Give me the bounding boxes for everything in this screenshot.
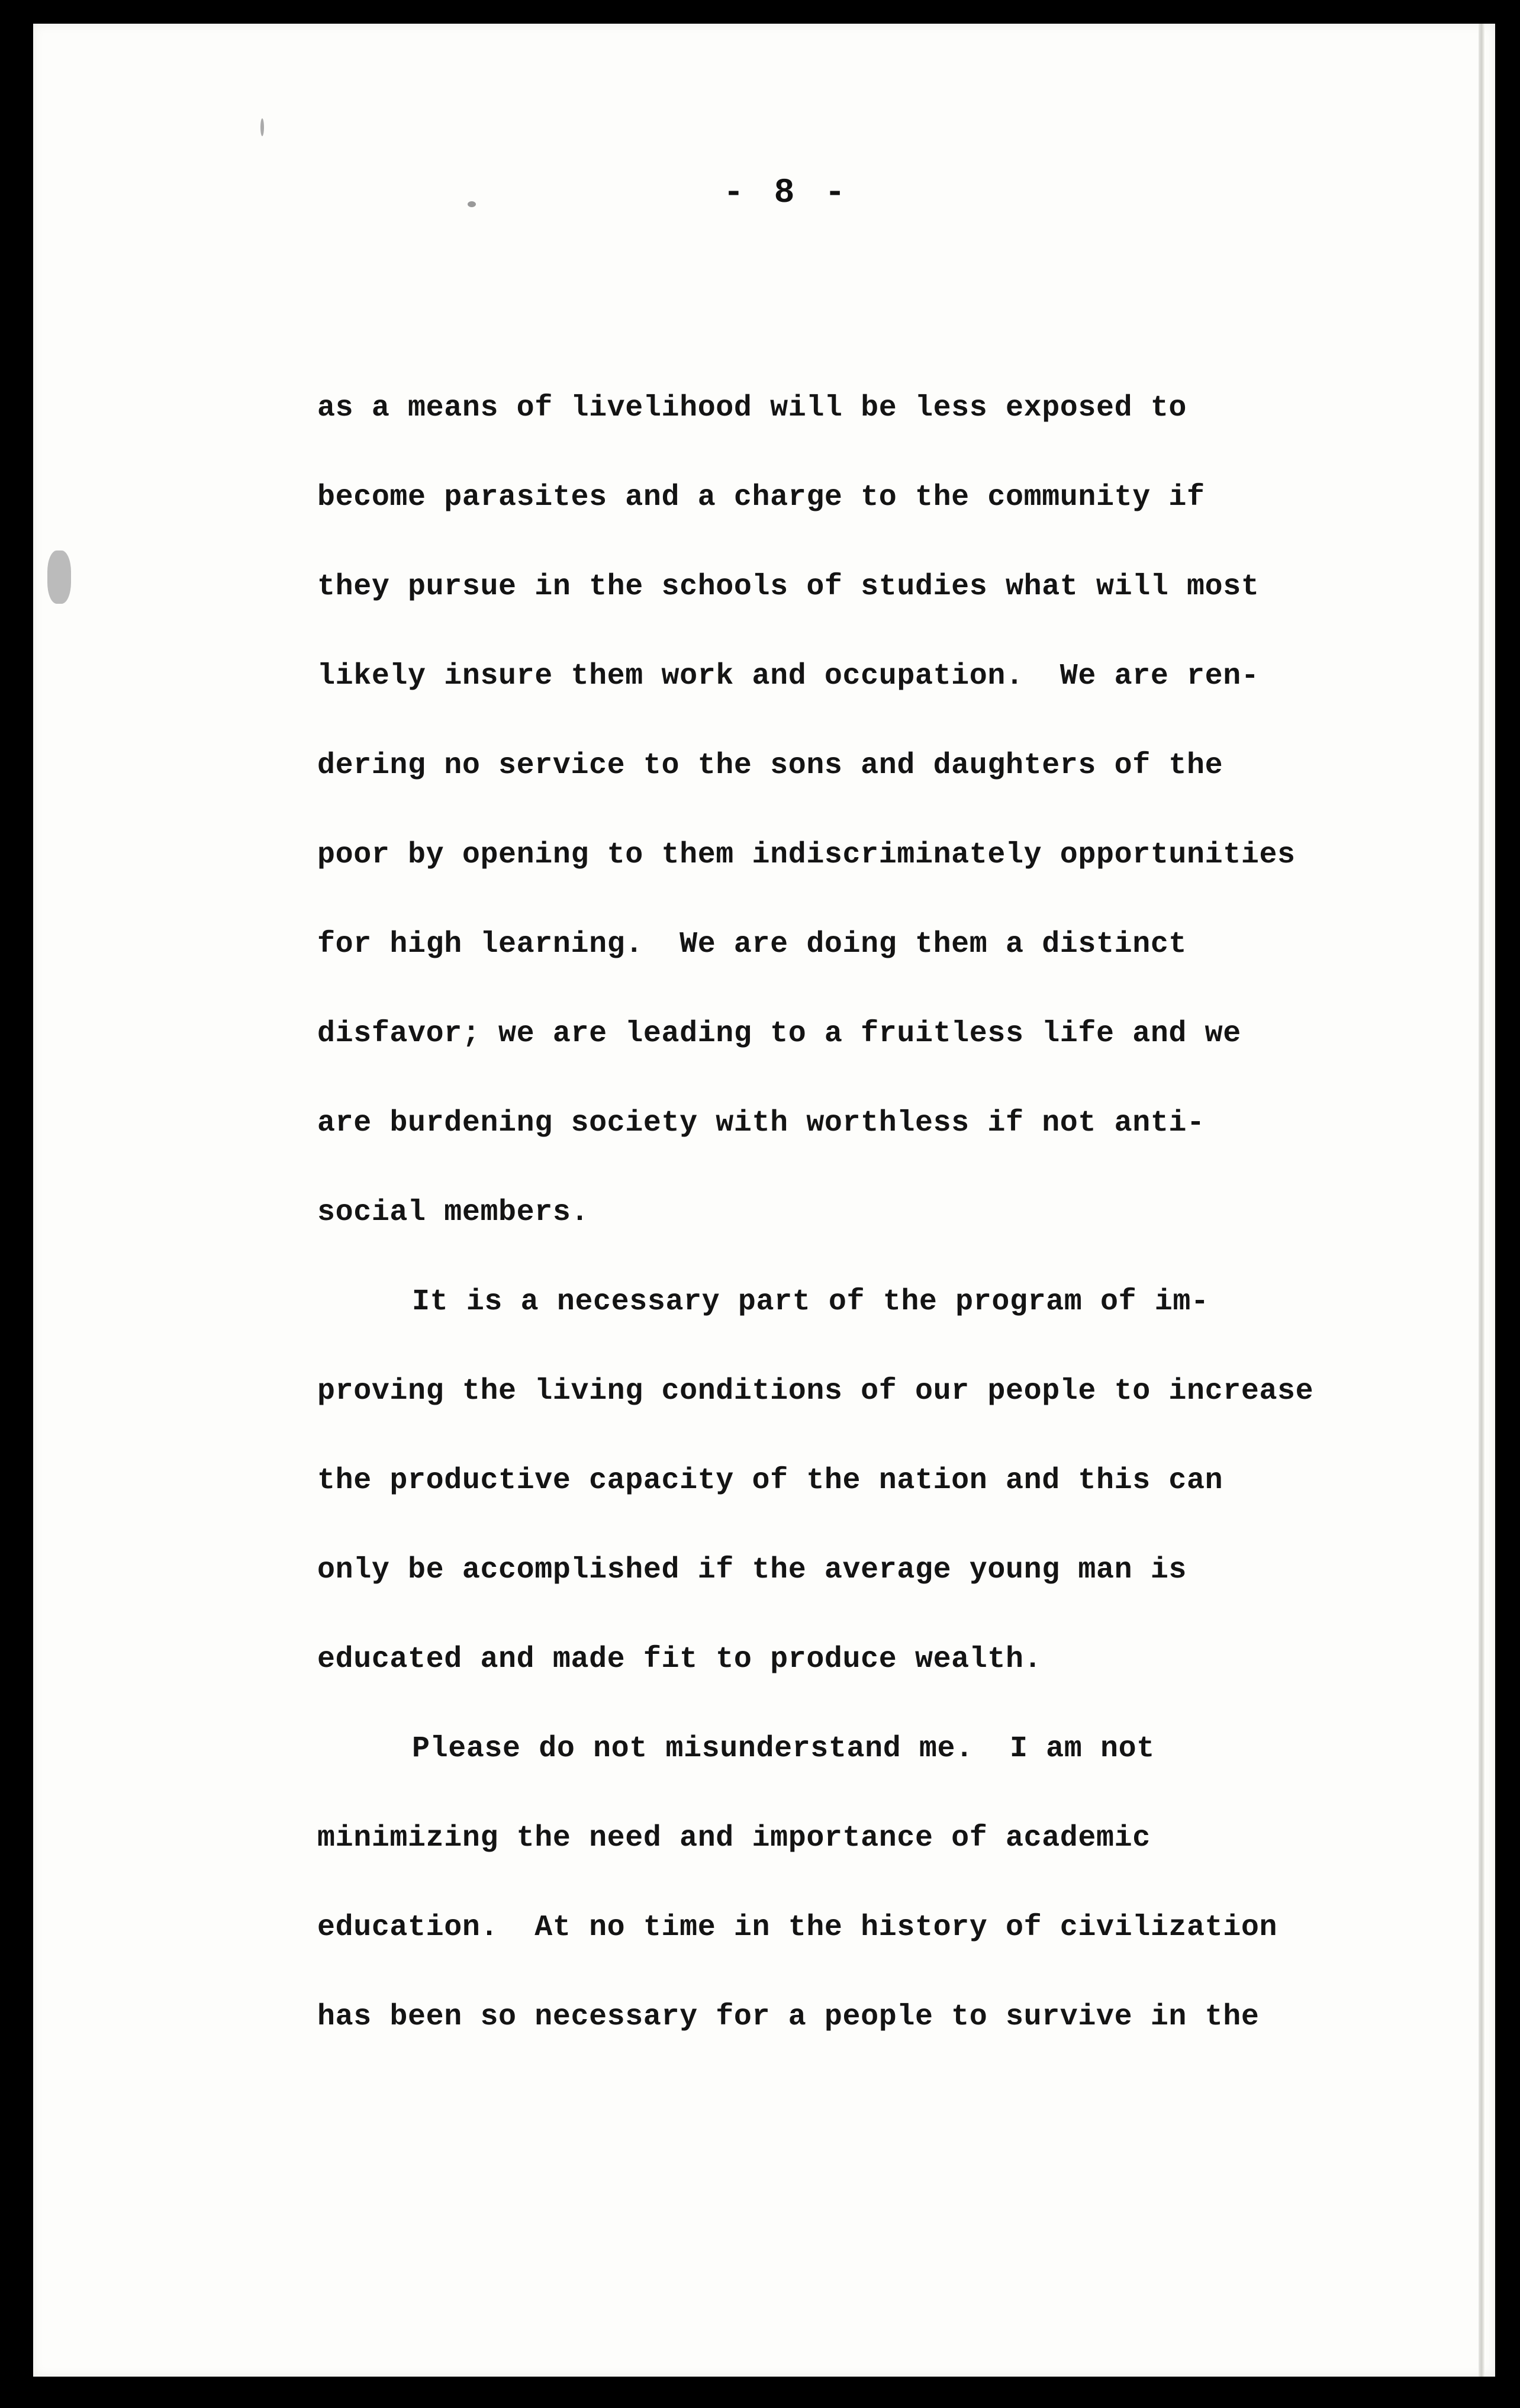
paragraph-start-line: Please do not misunderstand me. I am not	[412, 1732, 1155, 1766]
text-line: the productive capacity of the nation and this can	[317, 1464, 1223, 1498]
text-line: education. At no time in the history of civilization	[317, 1911, 1278, 1945]
text-line: only be accomplished if the average young man is	[317, 1553, 1187, 1587]
text-line: educated and made fit to produce wealth.	[317, 1643, 1042, 1676]
text-line: proving the living conditions of our people to increase	[317, 1374, 1314, 1408]
text-line: dering no service to the sons and daughters of the	[317, 749, 1223, 783]
paragraph-start-line: It is a necessary part of the program of im-	[412, 1285, 1209, 1319]
text-line: are burdening society with worthless if not anti-	[317, 1106, 1205, 1140]
text-line: they pursue in the schools of studies what will most	[317, 570, 1260, 604]
page-number: - 8 -	[723, 174, 851, 213]
text-line: poor by opening to them indiscriminately opportunities	[317, 838, 1296, 872]
text-line: has been so necessary for a people to survive in the	[317, 2000, 1260, 2034]
page-edge	[1479, 24, 1484, 2377]
text-line: for high learning. We are doing them a distinct	[317, 928, 1187, 961]
body-text	[317, 385, 1383, 2083]
ink-speck	[47, 551, 71, 604]
text-line: as a means of livelihood will be less exposed to	[317, 391, 1187, 425]
text-line: minimizing the need and importance of academic	[317, 1821, 1151, 1855]
text-line: disfavor; we are leading to a fruitless life and we	[317, 1017, 1241, 1051]
text-line: likely insure them work and occupation. We are ren-	[317, 659, 1260, 693]
ink-speck	[260, 118, 264, 136]
text-line: social members.	[317, 1196, 590, 1229]
text-line: become parasites and a charge to the community if	[317, 481, 1205, 514]
